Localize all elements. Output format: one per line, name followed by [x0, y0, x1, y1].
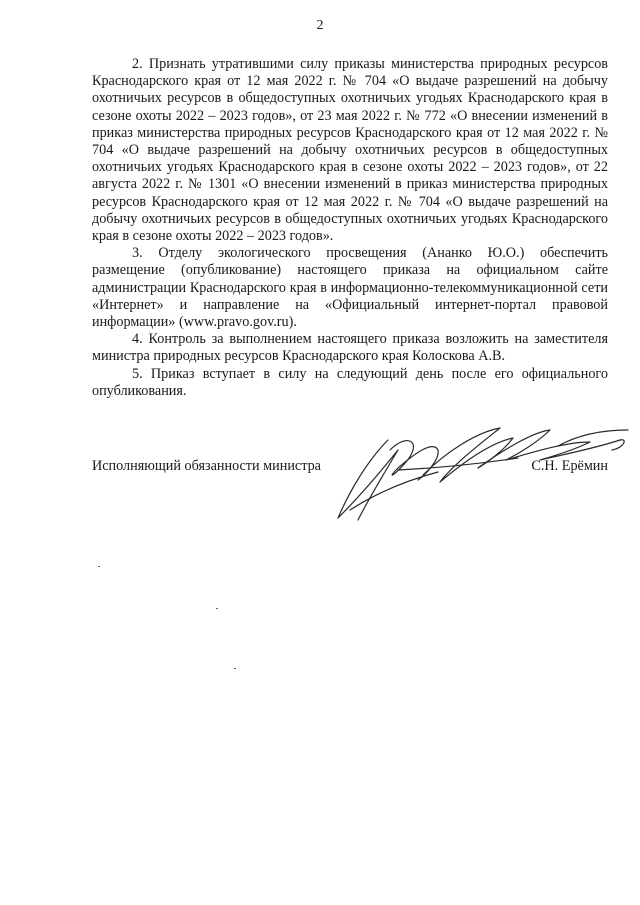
signatory-position: Исполняющий обязанности министра	[92, 458, 321, 474]
paragraph-2: 2. Признать утратившими силу приказы министерства природных ресурсов Краснодарского края от 12 мая 2022 г. № 704 «О выдаче разрешений на добычу охотничьих ресурсов в общедоступных охотничьих угодьях Краснодарского края в сезоне охоты 2022 – 2023 годов», от 23 мая 2022 г. № 772 «О внесении изменений в приказ министерства природных ресурсов Краснодарского края от 12 мая 2022 г. № 704 «О выдаче разрешений на добычу охотничьих ресурсов в общедоступных охотничьих угодьях Краснодарского края в сезоне охоты 2022 – 2023 годов», от 22 августа 2022 г. № 1301 «О внесении изменений в приказ министерства природных ресурсов Краснодарского края от 12 мая 2022 г. № 704 «О выдаче разрешений на добычу охотничьих ресурсов в общедоступных охотничьих угодьях Краснодарского края в сезоне охоты 2022 – 2023 годов».	[92, 56, 608, 245]
scan-speck	[98, 566, 100, 567]
paragraph-4: 4. Контроль за выполнением настоящего приказа возложить на заместителя министра природных ресурсов Краснодарского края Колоскова А.В.	[92, 331, 608, 365]
paragraph-3: 3. Отделу экологического просвещения (Ананко Ю.О.) обеспечить размещение (опубликование) настоящего приказа на официальном сайте администрации Краснодарского края в информационно-телекоммуникационной сети «Интернет» и направление на «Официальный интернет-портал правовой информации» (www.pravo.gov.ru).	[92, 245, 608, 331]
paragraph-5: 5. Приказ вступает в силу на следующий день после его официального опубликования.	[92, 365, 608, 399]
scan-speck	[234, 668, 236, 669]
signatory-name: С.Н. Ерёмин	[531, 458, 608, 474]
scan-speck	[216, 608, 218, 609]
handwritten-signature	[328, 420, 640, 530]
page-number: 2	[316, 18, 324, 33]
signature-block	[92, 456, 608, 546]
document-body	[92, 56, 608, 400]
